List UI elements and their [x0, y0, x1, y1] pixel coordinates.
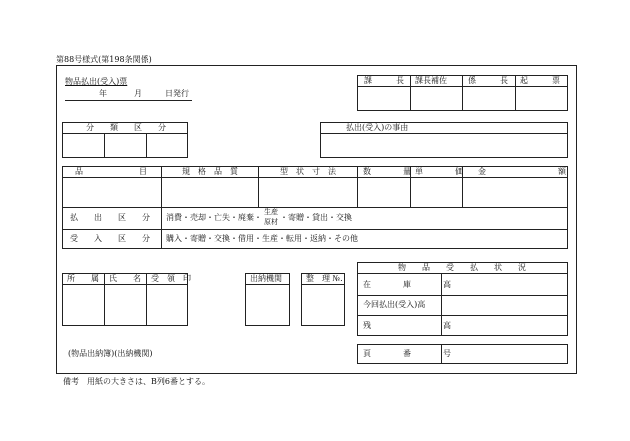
recipient-divider	[62, 284, 188, 285]
receipt-label: 受 入 区 分	[70, 234, 150, 243]
reason-label: 払出(受入)の事由	[346, 123, 409, 132]
recipient-affiliation-label: 所 属	[67, 274, 99, 283]
footer-left: (物品出納簿)(出納機関)	[68, 349, 153, 358]
approval-subsection-chief-label: 係 長	[468, 76, 508, 85]
status-remaining-label: 残 高	[363, 321, 451, 330]
classification-col-2	[146, 133, 147, 158]
items-body-divider	[62, 207, 568, 208]
approval-col-2	[462, 75, 463, 111]
recipient-seal-label: 受 領 印	[151, 274, 191, 283]
office-label: 出納機関	[250, 274, 282, 283]
items-header-spec: 規 格 品 質	[182, 167, 238, 176]
payout-label: 払 出 区 分	[70, 213, 150, 222]
items-header-amount: 金 額	[478, 167, 566, 176]
approval-chief-label: 課 長	[364, 76, 404, 85]
approval-col-1	[410, 75, 411, 111]
reason-divider	[320, 133, 568, 134]
date-day-issued: 日発行	[165, 89, 189, 98]
payout-options-stack-bottom: 原材	[264, 218, 278, 226]
office-divider	[245, 284, 290, 285]
items-payout-divider	[62, 229, 568, 230]
items-header-divider	[62, 177, 568, 178]
items-header-item: 品 目	[75, 167, 147, 176]
date-year: 年	[99, 89, 107, 98]
date-underline	[65, 100, 192, 101]
approval-drafter-label: 起 票	[520, 76, 560, 85]
recipient-col-2	[146, 273, 147, 326]
ref-no-divider	[301, 284, 345, 285]
form-number: 第88号様式(第198条関係)	[56, 55, 152, 64]
date-month: 月	[134, 89, 142, 98]
status-divider-3	[357, 315, 568, 316]
receipt-options: 購入・寄贈・交換・借用・生産・転用・返納・その他	[166, 234, 358, 243]
classification-col-1	[104, 133, 105, 158]
approval-assistant-chief-label: 課長補佐	[415, 76, 447, 85]
items-header-unit-price: 単 価	[415, 167, 463, 176]
items-col-label-divider	[161, 207, 162, 249]
payout-options-b: ・寄贈・貸出・交換	[280, 213, 352, 222]
items-col-type	[258, 166, 259, 207]
status-current-label: 今回払出(受入)高	[363, 300, 426, 309]
approval-col-3	[515, 75, 516, 111]
items-header-type: 型 状 寸 法	[280, 167, 336, 176]
items-col-spec	[161, 166, 162, 207]
classification-divider	[62, 133, 188, 134]
status-divider-1	[357, 273, 568, 274]
payout-options-stack-top: 生産	[264, 208, 278, 216]
recipient-col-1	[104, 273, 105, 326]
note: 備考 用紙の大きさは、B列6番とする。	[63, 377, 210, 386]
ledger-page-label: 頁 番 号	[363, 349, 451, 358]
ref-no-label: 整 理 №.	[306, 274, 343, 283]
status-stock-label: 在 庫 高	[363, 280, 451, 289]
items-header-qty: 数 量	[363, 167, 411, 176]
recipient-name-label: 氏 名	[109, 274, 141, 283]
items-col-qty	[357, 166, 358, 207]
form-title: 物品払出(受入)票	[65, 77, 128, 86]
classification-label: 分 類 区 分	[86, 123, 166, 132]
status-divider-2	[357, 295, 568, 296]
payout-options-a: 消費・売却・亡失・廃棄・	[166, 213, 262, 222]
status-title: 物 品 受 払 状 況	[398, 263, 526, 272]
